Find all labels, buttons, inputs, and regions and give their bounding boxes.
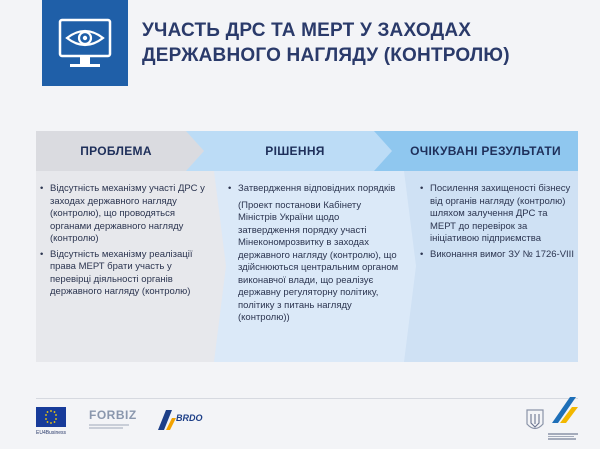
- bullet: •: [40, 183, 44, 194]
- list-item-text: Затвердження відповідних порядків: [238, 183, 396, 194]
- list-item: [40, 183, 210, 246]
- column-header-problem: ПРОБЛЕМА: [80, 144, 152, 158]
- trident-emblem-icon: [524, 408, 546, 434]
- list-item-text: Посилення захищеності бізнесу від органів нагляду (контролю) шляхом залучення ДРС та МЕРТ до перевірок за ініціативою підприємства: [430, 183, 571, 244]
- column-header-solution: РІШЕННЯ: [265, 144, 325, 158]
- forbiz-logo: FORBIZ: [89, 408, 137, 422]
- list-item: [228, 183, 400, 196]
- monitor-eye-icon: [42, 0, 128, 86]
- column-header-results: ОЧІКУВАНІ РЕЗУЛЬТАТИ: [410, 144, 561, 158]
- results-list: [420, 183, 576, 264]
- list-item-subtext: (Проект постанови Кабінету Міністрів України щодо затвердження порядку участі Мінекономрозвитку в заходах державного нагляду (контролю), що здійснюються центральним органом виконавчої влади, що реалізує державну регуляторну політику, політику з питань нагляду (контролю)): [238, 199, 399, 323]
- list-item-text: Відсутність механізму реалізації права МЕРТ брати участь у перевірці діяльності органів державного нагляду (контролю): [50, 248, 193, 297]
- forbiz-logo-tagline: [89, 423, 141, 430]
- header-band: [0, 131, 600, 171]
- list-item: [420, 249, 576, 262]
- bullet: •: [228, 183, 232, 194]
- list-item-text: Відсутність механізму участі ДРС у заходах державного нагляду (контролю), що проводяться органами державного нагляду (контролю): [50, 183, 205, 244]
- eu-flag-icon: [36, 407, 66, 427]
- bullet: •: [420, 248, 424, 260]
- list-item: [420, 183, 576, 246]
- solution-list: [228, 183, 400, 325]
- bullet: •: [420, 183, 424, 194]
- list-item-text: Виконання вимог ЗУ № 1726-VIII: [430, 248, 574, 260]
- ministry-logo-icon: [548, 393, 580, 433]
- ministry-logo-caption: [548, 432, 588, 441]
- problem-list: [40, 183, 210, 302]
- brdo-logo-label: BRDO: [176, 413, 203, 423]
- bullet: •: [40, 248, 44, 260]
- page-title: [142, 18, 582, 68]
- eu-logo-label: EU4Business: [36, 430, 67, 436]
- title-line-2: ДЕРЖАВНОГО НАГЛЯДУ (КОНТРОЛЮ): [142, 45, 510, 66]
- list-item: [40, 249, 210, 299]
- footer-divider: [36, 398, 578, 399]
- title-line-1: УЧАСТЬ ДРС ТА МЕРТ У ЗАХОДАХ: [142, 20, 472, 41]
